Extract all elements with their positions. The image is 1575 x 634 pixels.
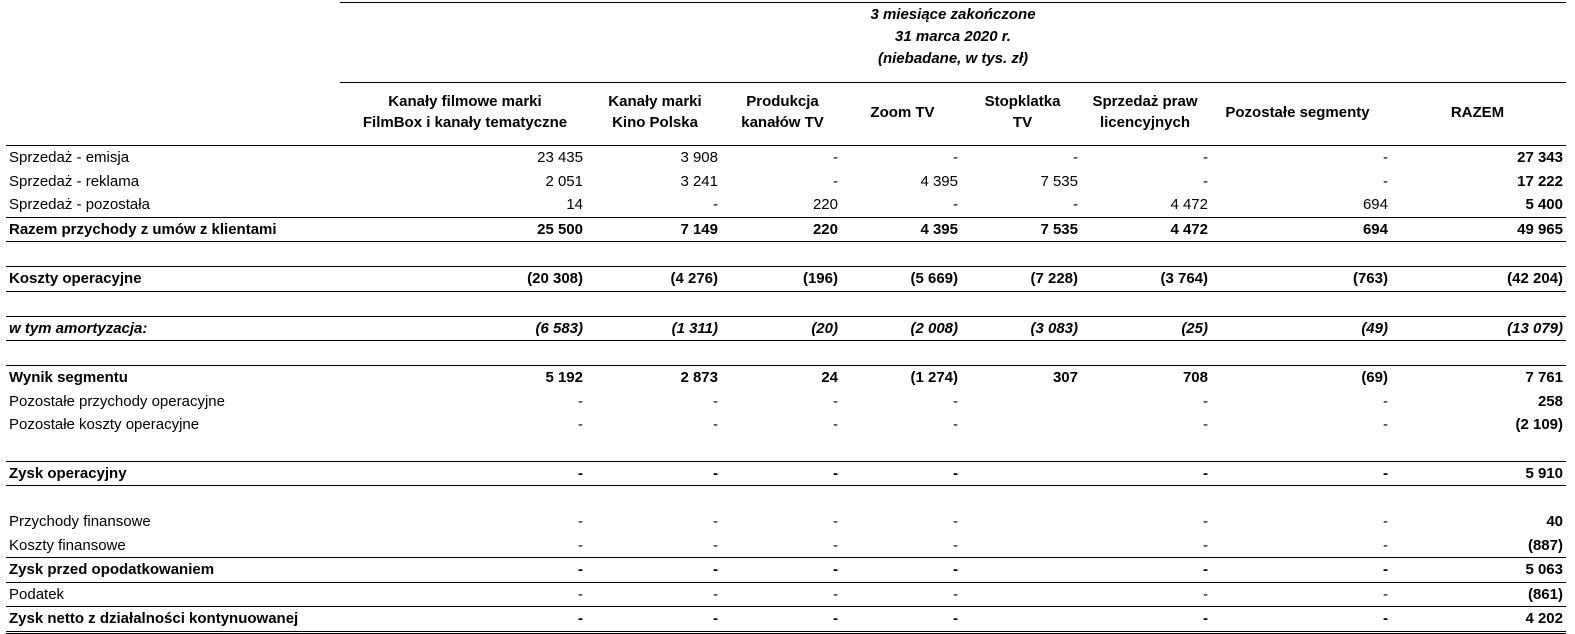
period-line-1: 3 miesiące zakończone (870, 6, 1036, 23)
header-mid-rule (340, 82, 1566, 83)
table-row: Koszty finansowe - - - - - - (887) (6, 534, 1566, 558)
row-label: w tym amortyzacja: (6, 316, 341, 341)
col-header-stopklatka: Stopklatka TV (984, 93, 1061, 131)
table-row: Zysk operacyjny - - - - - - 5 910 (6, 461, 1566, 486)
col-header-licencje: Sprzedaż praw licencyjnych (1092, 93, 1198, 131)
period-heading (340, 4, 1566, 70)
spacer-row (6, 291, 1566, 316)
table-row: Sprzedaż - pozostała 14 - 220 - - 4 472 694 5 400 (6, 193, 1566, 217)
segment-table (6, 145, 1566, 634)
row-label: Zysk przed opodatkowaniem (6, 558, 341, 583)
row-label: Przychody finansowe (9, 513, 151, 531)
row-label: Zysk operacyjny (6, 461, 341, 486)
row-label: Koszty finansowe (6, 534, 341, 558)
row-label: Razem przychody z umów z klientami (6, 217, 341, 242)
table-row: Razem przychody z umów z klientami 25 500 7 149 220 4 395 7 535 4 472 694 49 965 (6, 217, 1566, 242)
row-label: Koszty operacyjne (6, 267, 341, 292)
table-row: Przychody finansowe - - - - - - 40 (6, 510, 1566, 534)
row-label: Sprzedaż - emisja (6, 146, 341, 170)
table-row: Sprzedaż - emisja 23 435 3 908 - - - - - 27 343 (6, 146, 1566, 170)
table-row: Pozostałe koszty operacyjne - - - - - - (2 109) (6, 413, 1566, 437)
spacer-row (6, 341, 1566, 366)
table-row: Zysk przed opodatkowaniem - - - - - - 5 063 (6, 558, 1566, 583)
table-row: Podatek - - - - - - (861) (6, 582, 1566, 607)
col-header-razem: RAZEM (1450, 103, 1505, 121)
spacer-row (6, 486, 1566, 511)
col-header-filmbox: Kanały filmowe marki FilmBox i kanały tematyczne (362, 93, 568, 131)
period-line-2: 31 marca 2020 r. (895, 28, 1011, 45)
row-label: Zysk netto z działalności kontynuowanej (6, 607, 341, 633)
table-row: w tym amortyzacja: (6 583) (1 311) (20) (2 008) (3 083) (25) (49) (13 079) (6, 316, 1566, 341)
table-row: Zysk netto z działalności kontynuowanej - - - - - - 4 202 (6, 607, 1566, 633)
table-row: Koszty operacyjne (20 308) (4 276) (196) (5 669) (7 228) (3 764) (763) (42 204) (6, 267, 1566, 292)
table-row: Wynik segmentu 5 192 2 873 24 (1 274) 307 708 (69) 7 761 (6, 366, 1566, 390)
row-label: Sprzedaż - reklama (9, 172, 140, 190)
row-label: Pozostałe przychody operacyjne (9, 392, 225, 410)
spacer-row (6, 242, 1566, 267)
col-header-zoom-tv: Zoom TV (870, 103, 935, 121)
row-label: Podatek (6, 582, 341, 607)
spacer-row (6, 437, 1566, 462)
col-header-pozostale: Pozostałe segmenty (1225, 103, 1370, 121)
header-top-rule (340, 2, 1566, 3)
col-header-kino-polska: Kanały marki Kino Polska (608, 93, 702, 131)
table-row: Sprzedaż - reklama 2 051 3 241 - 4 395 7 535 - - 17 222 (6, 170, 1566, 194)
period-line-3: (niebadane, w tys. zł) (877, 50, 1029, 67)
table-row: Pozostałe przychody operacyjne - - - - - - 258 (6, 390, 1566, 414)
row-label: Sprzedaż - pozostała (6, 193, 341, 217)
col-header-produkcja: Produkcja kanałów TV (741, 93, 824, 131)
row-label: Wynik segmentu (9, 369, 128, 387)
row-label: Pozostałe koszty operacyjne (9, 416, 200, 434)
